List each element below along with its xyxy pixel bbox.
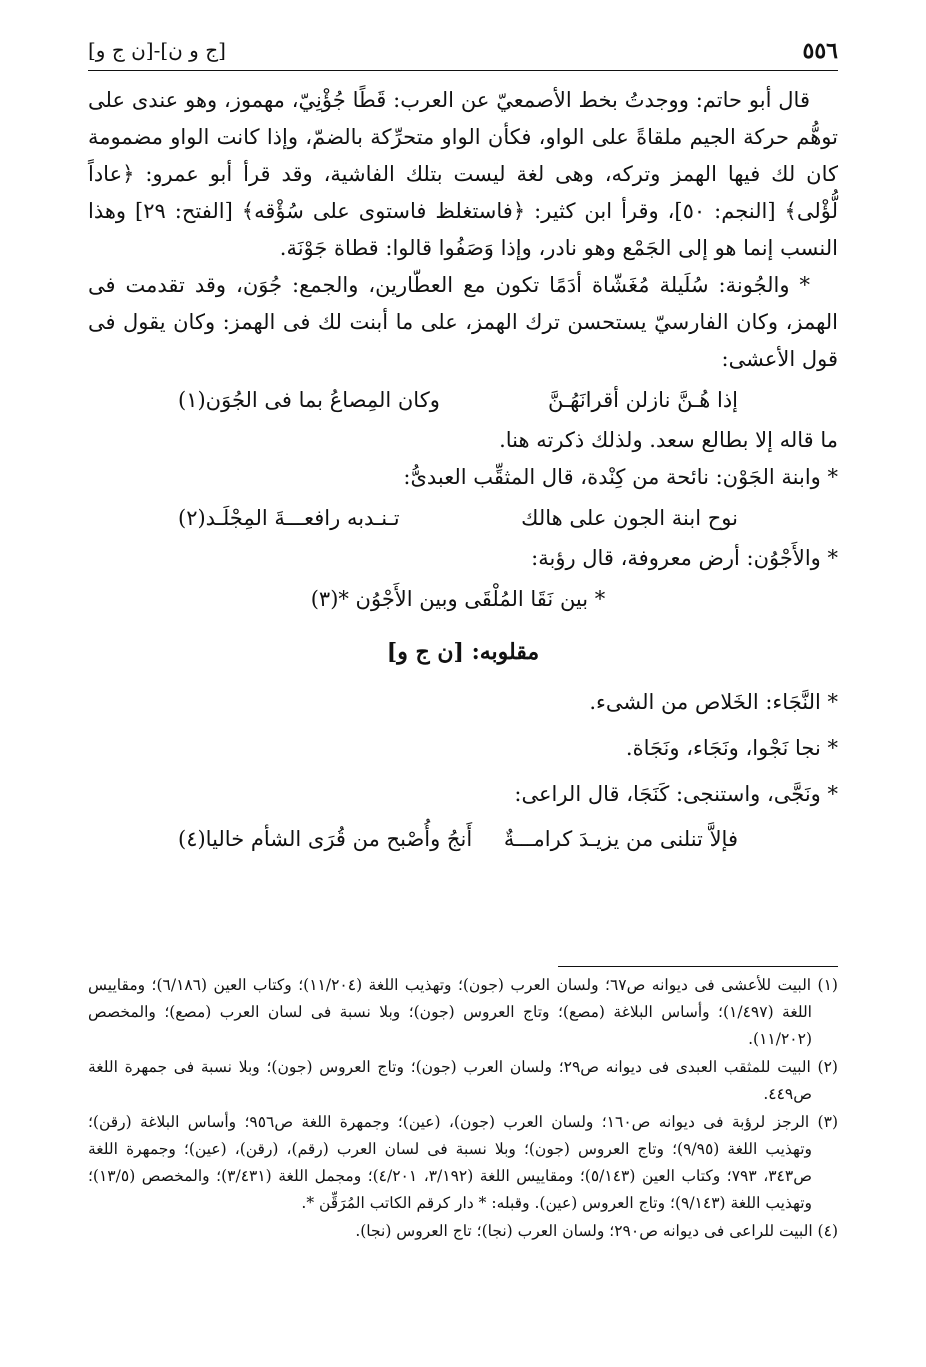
verse-hemistich-second: أَنجُ وأُصْبح من قُرَى الشأم خاليا(٤): [178, 827, 473, 851]
footnote-1: (١) البيت للأعشى فى ديوانه ص٦٧؛ ولسان العرب (جون)؛ وتهذيب اللغة (١١/٢٠٤)؛ وكتاب العين (٦/١٨٦)؛ ومقاييس اللغة (١/٤٩٧)؛ وأساس البلاغة (مصع)؛ وتاج العروس (جون)؛ وبلا نسبة فى لسان العرب (مصع)؛ والمخصص (١١/٢٠٢).: [88, 976, 838, 1048]
section-heading: مقلوبه: [ن ج و]: [386, 639, 540, 665]
verse-ruba: [178, 577, 738, 621]
footnote-3: (٣) الرجز لرؤبة فى ديوانه ص١٦٠؛ ولسان العرب (جون)، (عين)؛ وجمهرة اللغة ص٩٥٦؛ وأساس البلاغة (رقن)؛ وتهذيب اللغة (٩/٩٥)؛ وتاج العروس (جون)؛ وبلا نسبة فى لسان العرب (رقم)، (رقن)، (عين)؛ وجمهرة اللغة ص٣٤٣، ٧٩٣؛ وكتاب العين (٥/١٤٣)؛ ومقاييس اللغة (٣/١٩٢، ٤/٢٠١)؛ ومجمل اللغة (٣/٤٣١)؛ والمخصص (١٣/٥)؛ وتهذيب اللغة (٩/١٤٣)؛ وتاج العروس (عين). وقبله: * دار كرقم الكاتب المُرَقِّن *.: [88, 1113, 838, 1212]
entry-al-naja: * النَّجَاء: الخَلاص من الشىء.: [589, 690, 838, 714]
footnote-rule: [558, 966, 838, 967]
paragraph-comment: ما قاله إلا بطالع سعد. ولذلك ذكرته هنا.: [499, 428, 838, 452]
footnotes: [88, 972, 838, 1246]
paragraph-ibnat-al-jawn: * وابنة الجَوْن: نائحة من كِنْدة، قال المثقِّب العبدىُّ:: [403, 465, 838, 489]
verse-hemistich-first: نوح ابنة الجون على هالك: [521, 506, 738, 530]
paragraph-al-juna: * والجُونة: سُلَيلة مُغَشّاة أدَمًا تكون مع العطّارين، والجمع: جُوَن، وقد تقدمت فى الهمز، وكان الفارسيّ يستحسن ترك الهمز، على ما أبنت لك فى الهمز: وكان يقول فى قول الأعشى:: [88, 273, 838, 371]
footnote-2: (٢) البيت للمثقب العبدى فى ديوانه ص٢٩؛ ولسان العرب (جون)؛ وتاج العروس (جون)؛ وبلا نسبة فى جمهرة اللغة ص٤٤٩.: [88, 1058, 838, 1103]
main-text: [88, 82, 838, 861]
entry-najja: * ونَجَّى، واستنجى: كَنَجَا، قال الراعى:: [514, 782, 838, 806]
running-title: [ج و ن]-[ن ج و]: [88, 38, 226, 62]
rajaz-line: * بين نَقَا المُلْقَى وبين الأَجْوُن *(٣): [310, 587, 606, 611]
page-header: [88, 34, 838, 70]
verse-hemistich-second: تـنـدبه رافعـــةَ المِجْلَـد(٢): [178, 506, 400, 530]
verse-hemistich-second: وكان المِصاعُ بما فى الجُوَن(١): [178, 388, 440, 412]
paragraph-abu-hatim: قال أبو حاتم: ووجدتُ بخط الأصمعيّ عن العرب: قَطًا جُؤْنِيّ، مهموز، وهو عندى على توهُّم حركة الجيم ملقاةً على الواو، فكأن الواو متحرِّكة بالضمّ، وإذا كانت الواو مضمومة كان لك فيها الهمز وتركه، وهى لغة ليست بتلك الفاشية، وقد قرأ أبو عمرو: ﴿عاداً لُّؤْلى﴾ [النجم: ٥٠]، وقرأ ابن كثير: ﴿فاستغلظ فاستوى على سُؤْقه﴾ [الفتح: ٢٩] وهذا النسب إنما هو إلى الجَمْع وهو نادر، وإذا وَصَفُوا قالوا: قطاة جَوْنَة.: [88, 88, 838, 260]
verse-hemistich-first: إذا هُـنَّ نازلن أقرانَهُـنَّ: [548, 388, 738, 412]
verse-al-muthaqqib: [178, 496, 738, 540]
paragraph-al-ajwun: * والأَجْوُن: أرض معروفة، قال رؤبة:: [531, 546, 838, 570]
footnote-4: (٤) البيت للراعى فى ديوانه ص٢٩٠؛ ولسان العرب (نجا)؛ تاج العروس (نجا).: [355, 1222, 838, 1240]
verse-hemistich-first: فإلاَّ تنلنى من يزيـدَ كرامـــةٌ: [503, 827, 738, 851]
header-rule: [88, 70, 838, 71]
entry-naja-najwan: * نجا نَجْوا، ونَجَاء، ونَجَاة.: [625, 736, 838, 760]
page-number: ٥٥٦: [802, 38, 838, 64]
verse-al-rai: [178, 817, 738, 861]
verse-al-asha: [178, 378, 738, 422]
